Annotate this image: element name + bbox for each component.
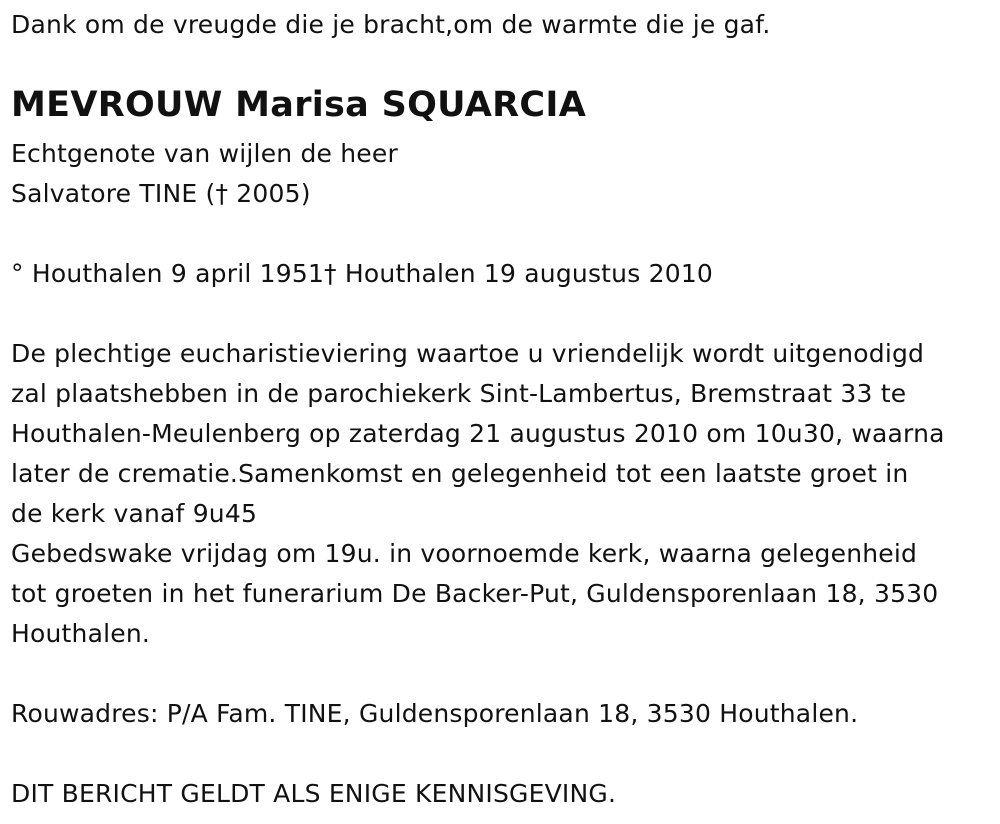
- spouse-line-1: Echtgenote van wijlen de heer: [11, 139, 398, 168]
- ceremony-line: tot groeten in het funerarium De Backer-Put, Guldensporenlaan 18, 3530: [11, 579, 939, 608]
- birth-death-text: ° Houthalen 9 april 1951† Houthalen 19 augustus 2010: [11, 259, 714, 288]
- spouse-block: [11, 134, 398, 214]
- opening-line: Dank om de vreugde die je bracht,om de warmte die je gaf.: [11, 10, 771, 39]
- closing-statement: [11, 774, 616, 814]
- ceremony-block: [11, 334, 945, 654]
- ceremony-line: Gebedswake vrijdag om 19u. in voornoemde kerk, waarna gelegenheid: [11, 539, 918, 568]
- ceremony-line: later de crematie.Samenkomst en gelegenheid tot een laatste groet in: [11, 459, 909, 488]
- closing-text: DIT BERICHT GELDT ALS ENIGE KENNISGEVING.: [11, 779, 617, 808]
- ceremony-line: Houthalen.: [11, 619, 151, 648]
- ceremony-line: de kerk vanaf 9u45: [11, 499, 258, 528]
- birth-death-line: [11, 254, 713, 294]
- address-text: Rouwadres: P/A Fam. TINE, Guldensporenlaan 18, 3530 Houthalen.: [11, 699, 859, 728]
- spouse-line-2: Salvatore TINE († 2005): [11, 179, 311, 208]
- deceased-name: MEVROUW Marisa SQUARCIA: [11, 85, 587, 125]
- ceremony-line: Houthalen-Meulenberg op zaterdag 21 augustus 2010 om 10u30, waarna: [11, 419, 945, 448]
- ceremony-line: De plechtige eucharistieviering waartoe u vriendelijk wordt uitgenodigd: [11, 339, 925, 368]
- ceremony-line: zal plaatshebben in de parochiekerk Sint-Lambertus, Bremstraat 33 te: [11, 379, 907, 408]
- mourning-address: [11, 694, 858, 734]
